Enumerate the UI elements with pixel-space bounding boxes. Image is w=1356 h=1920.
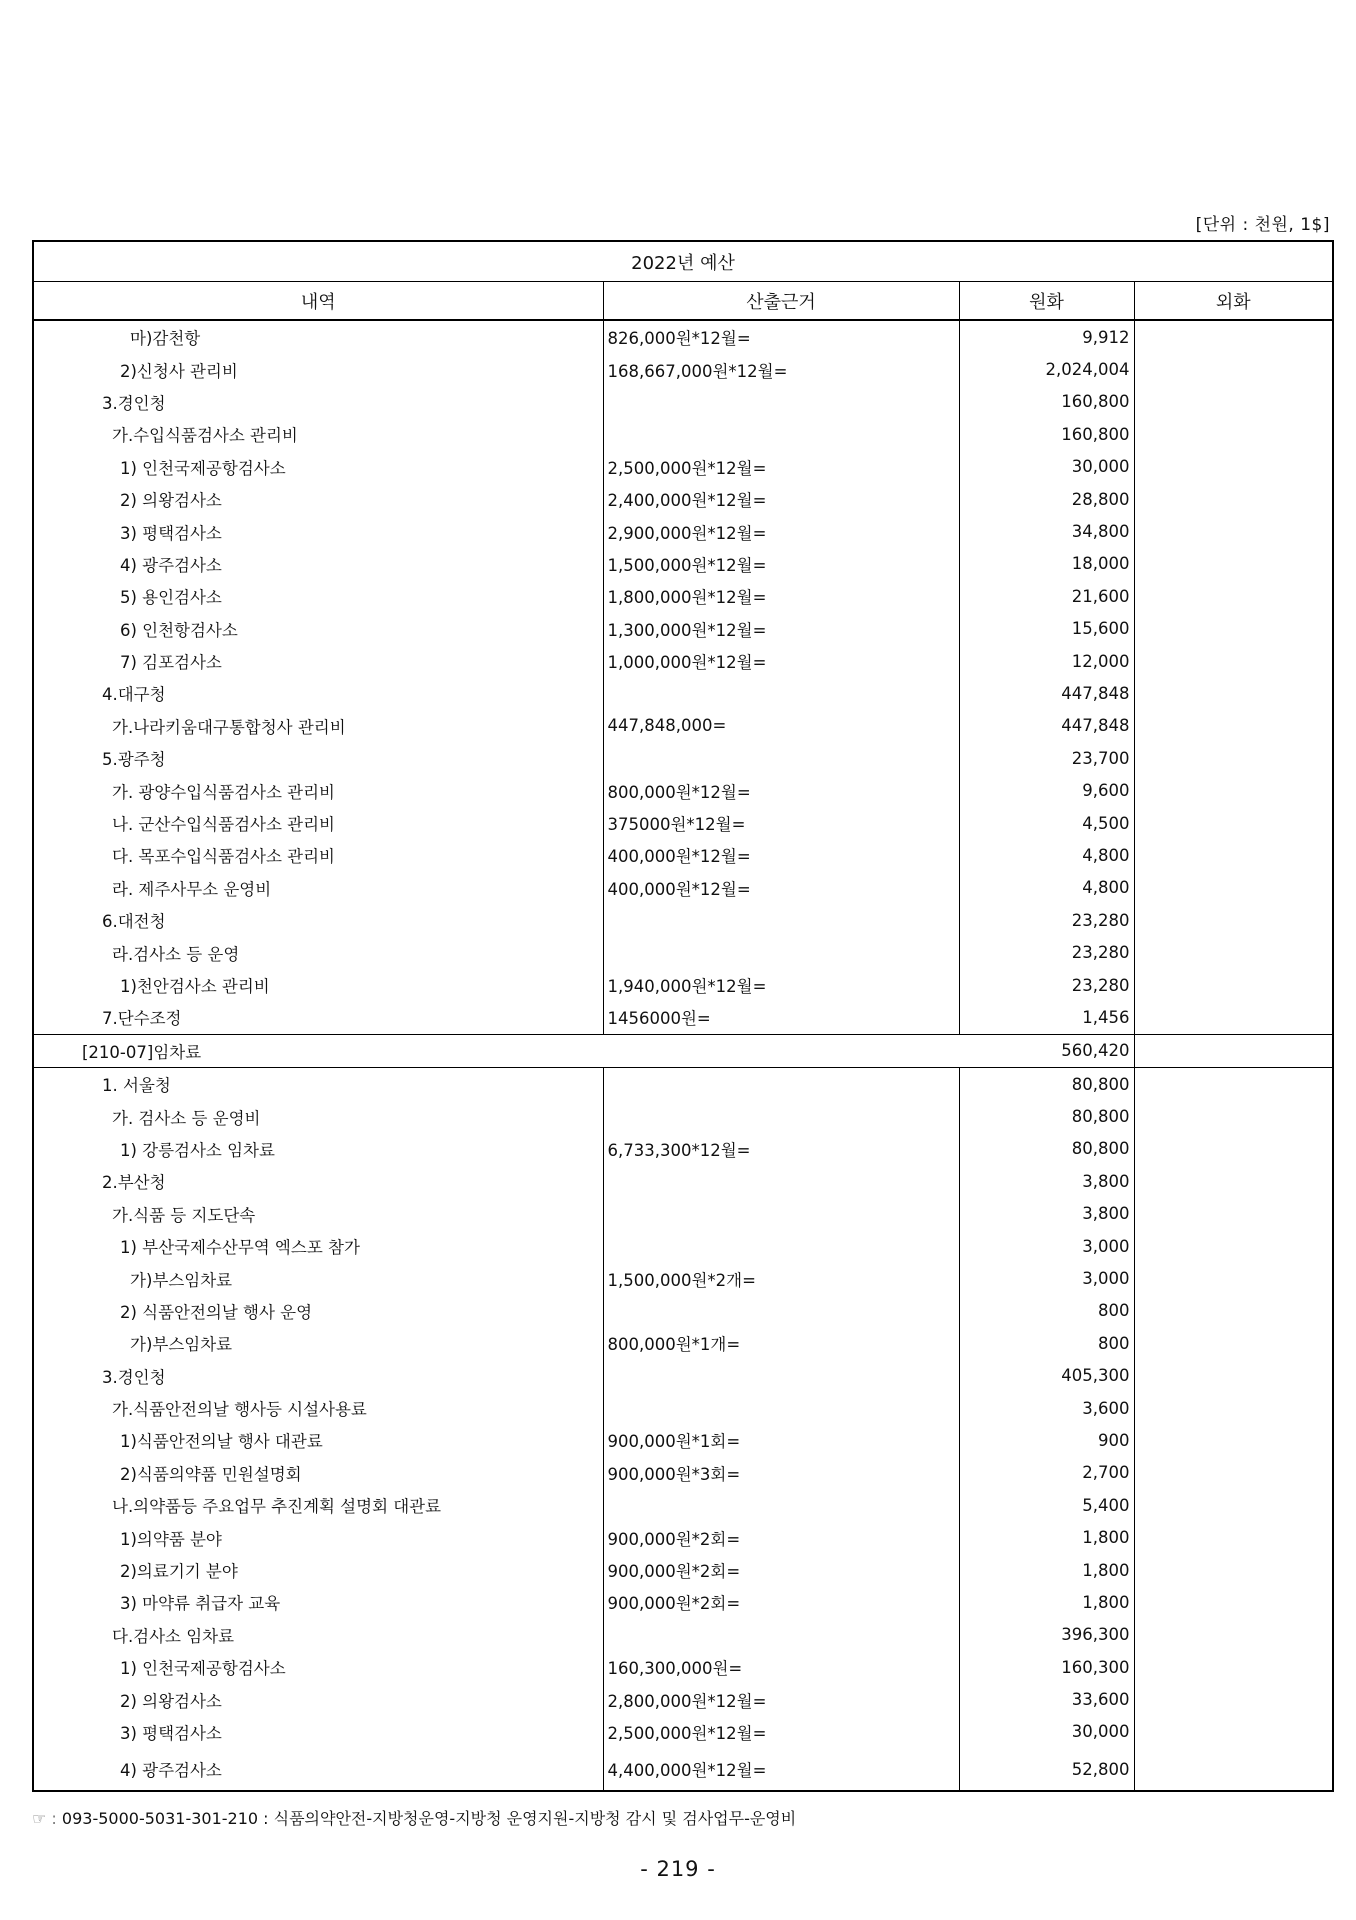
table-row bbox=[33, 1586, 1333, 1618]
row-item-label: 1) 강릉검사소 임차료 bbox=[33, 1133, 603, 1165]
row-calculation-basis bbox=[603, 1295, 959, 1327]
row-foreign-amount bbox=[1134, 1262, 1333, 1294]
row-foreign-amount bbox=[1134, 677, 1333, 709]
row-foreign-amount bbox=[1134, 1034, 1333, 1067]
row-krw-amount: 1,800 bbox=[959, 1554, 1134, 1586]
column-header-basis: 산출근거 bbox=[603, 282, 959, 321]
row-calculation-basis: 2,500,000원*12월= bbox=[603, 1716, 959, 1748]
row-foreign-amount bbox=[1134, 1001, 1333, 1034]
table-row bbox=[33, 1198, 1333, 1230]
row-calculation-basis bbox=[603, 1067, 959, 1100]
row-item-label: 가. 검사소 등 운영비 bbox=[33, 1100, 603, 1132]
row-calculation-basis: 2,400,000원*12월= bbox=[603, 483, 959, 515]
table-row bbox=[33, 677, 1333, 709]
row-foreign-amount bbox=[1134, 1619, 1333, 1651]
row-foreign-amount bbox=[1134, 1716, 1333, 1748]
row-item-label: 1)의약품 분야 bbox=[33, 1521, 603, 1553]
row-calculation-basis: 900,000원*2회= bbox=[603, 1586, 959, 1618]
row-item-label: 2)의료기기 분야 bbox=[33, 1554, 603, 1586]
row-foreign-amount bbox=[1134, 1424, 1333, 1456]
row-item-label: 라. 제주사무소 운영비 bbox=[33, 872, 603, 904]
row-krw-amount: 800 bbox=[959, 1327, 1134, 1359]
table-row bbox=[33, 1067, 1333, 1100]
budget-table bbox=[32, 240, 1334, 1792]
row-item-label: 5.광주청 bbox=[33, 742, 603, 774]
row-item-label: 7) 김포검사소 bbox=[33, 645, 603, 677]
row-krw-amount: 405,300 bbox=[959, 1360, 1134, 1392]
table-row bbox=[33, 1230, 1333, 1262]
row-item-label: [210-07]임차료 bbox=[33, 1034, 959, 1067]
row-calculation-basis: 800,000원*12월= bbox=[603, 774, 959, 806]
row-foreign-amount bbox=[1134, 1457, 1333, 1489]
row-item-label: 3.경인청 bbox=[33, 1360, 603, 1392]
unit-label: [단위 : 천원, 1$] bbox=[1195, 215, 1330, 235]
row-krw-amount: 1,800 bbox=[959, 1521, 1134, 1553]
row-item-label: 7.단수조정 bbox=[33, 1001, 603, 1034]
row-foreign-amount bbox=[1134, 483, 1333, 515]
row-krw-amount: 800 bbox=[959, 1295, 1134, 1327]
table-row bbox=[33, 1716, 1333, 1748]
table-row bbox=[33, 1327, 1333, 1359]
row-item-label: 3.경인청 bbox=[33, 386, 603, 418]
row-calculation-basis bbox=[603, 1619, 959, 1651]
row-item-label: 2)신청사 관리비 bbox=[33, 353, 603, 385]
row-item-label: 1. 서울청 bbox=[33, 1067, 603, 1100]
row-item-label: 1) 인천국제공항검사소 bbox=[33, 1651, 603, 1683]
row-item-label: 1) 인천국제공항검사소 bbox=[33, 451, 603, 483]
row-item-label: 가)부스임차료 bbox=[33, 1327, 603, 1359]
row-foreign-amount bbox=[1134, 1295, 1333, 1327]
row-item-label: 가.나라키움대구통합청사 관리비 bbox=[33, 710, 603, 742]
row-item-label: 나. 군산수입식품검사소 관리비 bbox=[33, 807, 603, 839]
table-row bbox=[33, 710, 1333, 742]
row-foreign-amount bbox=[1134, 580, 1333, 612]
row-krw-amount: 30,000 bbox=[959, 451, 1134, 483]
row-krw-amount: 1,800 bbox=[959, 1586, 1134, 1618]
table-row bbox=[33, 386, 1333, 418]
row-foreign-amount bbox=[1134, 320, 1333, 353]
row-krw-amount: 3,800 bbox=[959, 1198, 1134, 1230]
row-foreign-amount bbox=[1134, 451, 1333, 483]
row-calculation-basis: 400,000원*12월= bbox=[603, 839, 959, 871]
row-calculation-basis bbox=[603, 1360, 959, 1392]
table-row bbox=[33, 1295, 1333, 1327]
row-krw-amount: 23,280 bbox=[959, 969, 1134, 1001]
row-calculation-basis bbox=[603, 936, 959, 968]
row-calculation-basis: 400,000원*12월= bbox=[603, 872, 959, 904]
row-foreign-amount bbox=[1134, 418, 1333, 450]
table-row bbox=[33, 1619, 1333, 1651]
column-header-krw: 원화 bbox=[959, 282, 1134, 321]
table-row bbox=[33, 936, 1333, 968]
row-item-label: 마)감천항 bbox=[33, 320, 603, 353]
row-krw-amount: 2,024,004 bbox=[959, 353, 1134, 385]
row-krw-amount: 23,700 bbox=[959, 742, 1134, 774]
row-item-label: 4) 광주검사소 bbox=[33, 548, 603, 580]
table-row bbox=[33, 1748, 1333, 1791]
table-row bbox=[33, 483, 1333, 515]
row-krw-amount: 9,912 bbox=[959, 320, 1134, 353]
row-krw-amount: 80,800 bbox=[959, 1100, 1134, 1132]
row-foreign-amount bbox=[1134, 807, 1333, 839]
table-row bbox=[33, 1001, 1333, 1034]
row-foreign-amount bbox=[1134, 774, 1333, 806]
table-row bbox=[33, 1360, 1333, 1392]
row-foreign-amount bbox=[1134, 645, 1333, 677]
row-krw-amount: 28,800 bbox=[959, 483, 1134, 515]
table-row bbox=[33, 613, 1333, 645]
table-row bbox=[33, 515, 1333, 547]
table-row bbox=[33, 1133, 1333, 1165]
row-krw-amount: 34,800 bbox=[959, 515, 1134, 547]
row-foreign-amount bbox=[1134, 936, 1333, 968]
row-item-label: 가.수입식품검사소 관리비 bbox=[33, 418, 603, 450]
row-calculation-basis: 1,800,000원*12월= bbox=[603, 580, 959, 612]
row-foreign-amount bbox=[1134, 839, 1333, 871]
row-calculation-basis bbox=[603, 418, 959, 450]
row-foreign-amount bbox=[1134, 1586, 1333, 1618]
column-header-item: 내역 bbox=[33, 282, 603, 321]
row-foreign-amount bbox=[1134, 548, 1333, 580]
row-calculation-basis bbox=[603, 677, 959, 709]
row-item-label: 4.대구청 bbox=[33, 677, 603, 709]
row-calculation-basis: 900,000원*2회= bbox=[603, 1521, 959, 1553]
row-foreign-amount bbox=[1134, 1651, 1333, 1683]
row-krw-amount: 4,500 bbox=[959, 807, 1134, 839]
row-calculation-basis: 826,000원*12월= bbox=[603, 320, 959, 353]
row-item-label: 가)부스임차료 bbox=[33, 1262, 603, 1294]
row-item-label: 라.검사소 등 운영 bbox=[33, 936, 603, 968]
table-row bbox=[33, 548, 1333, 580]
row-foreign-amount bbox=[1134, 969, 1333, 1001]
row-calculation-basis: 2,900,000원*12월= bbox=[603, 515, 959, 547]
row-krw-amount: 33,600 bbox=[959, 1683, 1134, 1715]
row-foreign-amount bbox=[1134, 515, 1333, 547]
row-foreign-amount bbox=[1134, 386, 1333, 418]
table-row bbox=[33, 1683, 1333, 1715]
row-foreign-amount bbox=[1134, 710, 1333, 742]
table-row bbox=[33, 807, 1333, 839]
row-item-label: 1) 부산국제수산무역 엑스포 참가 bbox=[33, 1230, 603, 1262]
table-row bbox=[33, 969, 1333, 1001]
row-foreign-amount bbox=[1134, 1133, 1333, 1165]
row-krw-amount: 560,420 bbox=[959, 1034, 1134, 1067]
row-item-label: 가.식품 등 지도단속 bbox=[33, 1198, 603, 1230]
row-item-label: 1)식품안전의날 행사 대관료 bbox=[33, 1424, 603, 1456]
row-calculation-basis bbox=[603, 1392, 959, 1424]
row-foreign-amount bbox=[1134, 1230, 1333, 1262]
table-row bbox=[33, 1100, 1333, 1132]
row-item-label: 2) 의왕검사소 bbox=[33, 1683, 603, 1715]
row-calculation-basis: 4,400,000원*12월= bbox=[603, 1748, 959, 1791]
row-krw-amount: 12,000 bbox=[959, 645, 1134, 677]
row-item-label: 2)식품의약품 민원설명회 bbox=[33, 1457, 603, 1489]
row-calculation-basis bbox=[603, 1230, 959, 1262]
row-krw-amount: 2,700 bbox=[959, 1457, 1134, 1489]
row-krw-amount: 160,800 bbox=[959, 386, 1134, 418]
row-foreign-amount bbox=[1134, 872, 1333, 904]
row-krw-amount: 23,280 bbox=[959, 904, 1134, 936]
row-calculation-basis: 2,500,000원*12월= bbox=[603, 451, 959, 483]
table-row bbox=[33, 1424, 1333, 1456]
row-calculation-basis: 447,848,000= bbox=[603, 710, 959, 742]
row-krw-amount: 3,800 bbox=[959, 1165, 1134, 1197]
row-calculation-basis: 160,300,000원= bbox=[603, 1651, 959, 1683]
row-krw-amount: 900 bbox=[959, 1424, 1134, 1456]
row-calculation-basis: 900,000원*2회= bbox=[603, 1554, 959, 1586]
row-krw-amount: 15,600 bbox=[959, 613, 1134, 645]
row-calculation-basis bbox=[603, 1489, 959, 1521]
row-item-label: 6.대전청 bbox=[33, 904, 603, 936]
row-calculation-basis bbox=[603, 386, 959, 418]
row-foreign-amount bbox=[1134, 1554, 1333, 1586]
row-item-label: 가. 광양수입식품검사소 관리비 bbox=[33, 774, 603, 806]
row-krw-amount: 80,800 bbox=[959, 1067, 1134, 1100]
row-krw-amount: 3,000 bbox=[959, 1262, 1134, 1294]
row-krw-amount: 52,800 bbox=[959, 1748, 1134, 1791]
table-row bbox=[33, 839, 1333, 871]
table-row bbox=[33, 320, 1333, 353]
table-row bbox=[33, 774, 1333, 806]
row-foreign-amount bbox=[1134, 1521, 1333, 1553]
table-row bbox=[33, 1392, 1333, 1424]
row-item-label: 2.부산청 bbox=[33, 1165, 603, 1197]
row-calculation-basis: 1,500,000원*2개= bbox=[603, 1262, 959, 1294]
row-foreign-amount bbox=[1134, 1165, 1333, 1197]
row-item-label: 3) 평택검사소 bbox=[33, 515, 603, 547]
table-row bbox=[33, 1489, 1333, 1521]
row-foreign-amount bbox=[1134, 742, 1333, 774]
row-krw-amount: 447,848 bbox=[959, 710, 1134, 742]
row-krw-amount: 21,600 bbox=[959, 580, 1134, 612]
row-item-label: 2) 의왕검사소 bbox=[33, 483, 603, 515]
table-row bbox=[33, 1262, 1333, 1294]
table-row bbox=[33, 1457, 1333, 1489]
row-calculation-basis: 1,000,000원*12월= bbox=[603, 645, 959, 677]
table-row bbox=[33, 1034, 1333, 1067]
row-calculation-basis: 1456000원= bbox=[603, 1001, 959, 1034]
row-foreign-amount bbox=[1134, 1067, 1333, 1100]
row-calculation-basis: 1,940,000원*12월= bbox=[603, 969, 959, 1001]
table-row bbox=[33, 1651, 1333, 1683]
row-calculation-basis: 1,500,000원*12월= bbox=[603, 548, 959, 580]
row-item-label: 다.검사소 임차료 bbox=[33, 1619, 603, 1651]
row-krw-amount: 5,400 bbox=[959, 1489, 1134, 1521]
row-item-label: 3) 평택검사소 bbox=[33, 1716, 603, 1748]
row-krw-amount: 4,800 bbox=[959, 839, 1134, 871]
table-row bbox=[33, 872, 1333, 904]
row-item-label: 다. 목포수입식품검사소 관리비 bbox=[33, 839, 603, 871]
row-krw-amount: 4,800 bbox=[959, 872, 1134, 904]
page-number: - 219 - bbox=[640, 1857, 716, 1881]
row-foreign-amount bbox=[1134, 1748, 1333, 1791]
row-foreign-amount bbox=[1134, 1683, 1333, 1715]
row-calculation-basis bbox=[603, 1198, 959, 1230]
table-row bbox=[33, 1165, 1333, 1197]
row-item-label: 3) 마약류 취급자 교육 bbox=[33, 1586, 603, 1618]
row-foreign-amount bbox=[1134, 1100, 1333, 1132]
table-row bbox=[33, 1521, 1333, 1553]
row-item-label: 나.의약품등 주요업무 추진계획 설명회 대관료 bbox=[33, 1489, 603, 1521]
table-row bbox=[33, 353, 1333, 385]
row-foreign-amount bbox=[1134, 1198, 1333, 1230]
row-calculation-basis: 168,667,000원*12월= bbox=[603, 353, 959, 385]
row-foreign-amount bbox=[1134, 1360, 1333, 1392]
footnote bbox=[32, 1806, 796, 1829]
row-calculation-basis: 900,000원*3회= bbox=[603, 1457, 959, 1489]
row-calculation-basis bbox=[603, 742, 959, 774]
row-calculation-basis bbox=[603, 904, 959, 936]
row-calculation-basis: 800,000원*1개= bbox=[603, 1327, 959, 1359]
row-krw-amount: 396,300 bbox=[959, 1619, 1134, 1651]
row-krw-amount: 23,280 bbox=[959, 936, 1134, 968]
table-row bbox=[33, 1554, 1333, 1586]
row-krw-amount: 447,848 bbox=[959, 677, 1134, 709]
row-foreign-amount bbox=[1134, 1489, 1333, 1521]
row-calculation-basis: 375000원*12월= bbox=[603, 807, 959, 839]
pointer-icon: ☞ : bbox=[32, 1809, 57, 1828]
row-foreign-amount bbox=[1134, 1327, 1333, 1359]
row-foreign-amount bbox=[1134, 353, 1333, 385]
row-item-label: 5) 용인검사소 bbox=[33, 580, 603, 612]
row-krw-amount: 9,600 bbox=[959, 774, 1134, 806]
table-row bbox=[33, 418, 1333, 450]
row-item-label: 가.식품안전의날 행사등 시설사용료 bbox=[33, 1392, 603, 1424]
footnote-text: 093-5000-5031-301-210 : 식품의약안전-지방청운영-지방청 운영지원-지방청 감시 및 검사업무-운영비 bbox=[61, 1809, 797, 1828]
row-item-label: 2) 식품안전의날 행사 운영 bbox=[33, 1295, 603, 1327]
row-krw-amount: 3,000 bbox=[959, 1230, 1134, 1262]
row-foreign-amount bbox=[1134, 904, 1333, 936]
row-calculation-basis: 2,800,000원*12월= bbox=[603, 1683, 959, 1715]
row-krw-amount: 160,800 bbox=[959, 418, 1134, 450]
row-krw-amount: 30,000 bbox=[959, 1716, 1134, 1748]
row-foreign-amount bbox=[1134, 613, 1333, 645]
table-row bbox=[33, 580, 1333, 612]
row-foreign-amount bbox=[1134, 1392, 1333, 1424]
row-calculation-basis: 1,300,000원*12월= bbox=[603, 613, 959, 645]
row-calculation-basis bbox=[603, 1100, 959, 1132]
table-row bbox=[33, 451, 1333, 483]
table-row bbox=[33, 904, 1333, 936]
row-krw-amount: 80,800 bbox=[959, 1133, 1134, 1165]
row-krw-amount: 160,300 bbox=[959, 1651, 1134, 1683]
row-calculation-basis: 6,733,300*12월= bbox=[603, 1133, 959, 1165]
table-title: 2022년 예산 bbox=[33, 241, 1333, 282]
row-item-label: 6) 인천항검사소 bbox=[33, 613, 603, 645]
row-item-label: 4) 광주검사소 bbox=[33, 1748, 603, 1791]
row-calculation-basis bbox=[603, 1165, 959, 1197]
row-calculation-basis: 900,000원*1회= bbox=[603, 1424, 959, 1456]
row-item-label: 1)천안검사소 관리비 bbox=[33, 969, 603, 1001]
row-krw-amount: 1,456 bbox=[959, 1001, 1134, 1034]
column-header-foreign: 외화 bbox=[1134, 282, 1333, 321]
row-krw-amount: 18,000 bbox=[959, 548, 1134, 580]
row-krw-amount: 3,600 bbox=[959, 1392, 1134, 1424]
table-row bbox=[33, 742, 1333, 774]
table-row bbox=[33, 645, 1333, 677]
